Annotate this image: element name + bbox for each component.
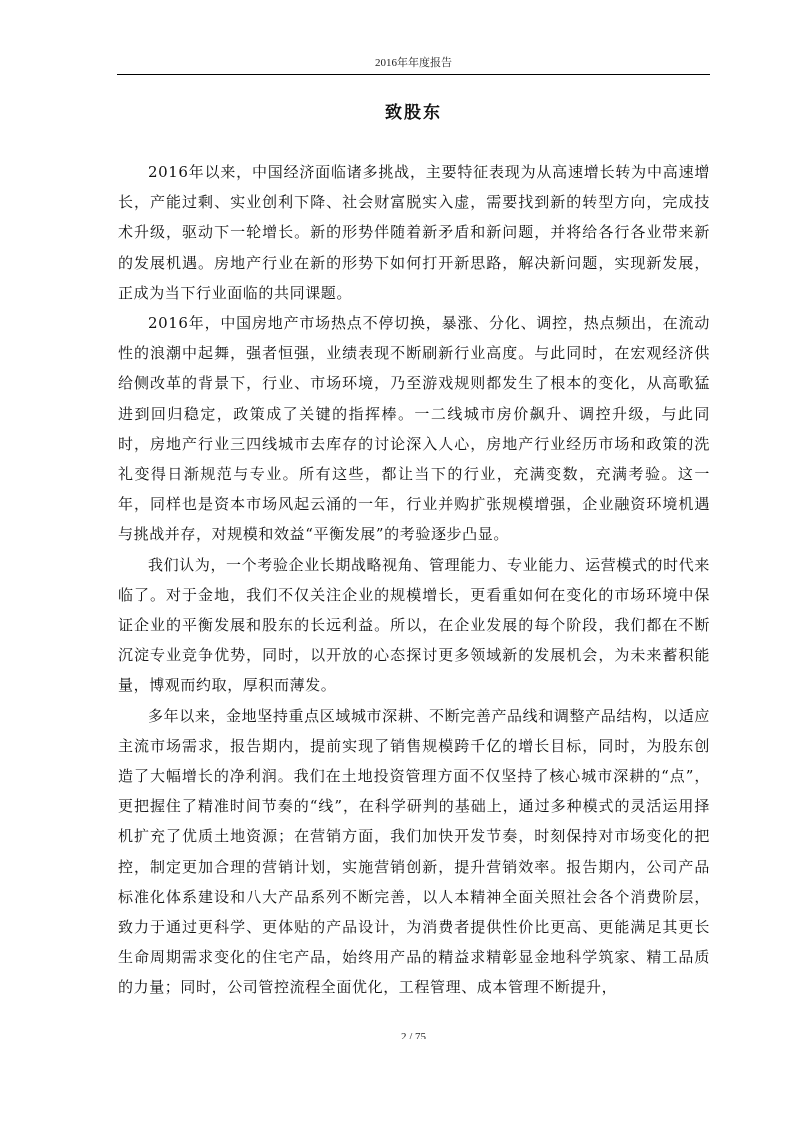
letter-body: [118, 157, 710, 1003]
page-number: 2 / 75: [400, 1031, 427, 1039]
running-header: 2016年年度报告: [375, 57, 452, 69]
page-title: 致股东: [385, 103, 442, 123]
paragraph: 多年以来，金地坚持重点区域城市深耕、不断完善产品线和调整产品结构，以适应主流市场需求，报告期内，提前实现了销售规模跨千亿的增长目标，同时，为股东创造了大幅增长的净利润。我们在土地投资管理方面不仅坚持了核心城市深耕的“点”，更把握住了精准时间节奏的“线”，在科学研判的基础上，通过多种模式的灵活运用择机扩充了优质土地资源；在营销方面，我们加快开发节奏，时刻保持对市场变化的把控，制定更加合理的营销计划，实施营销创新，提升营销效率。报告期内，公司产品标准化体系建设和八大产品系列不断完善，以人本精神全面关照社会各个消费阶层，致力于通过更科学、更体贴的产品设计，为消费者提供性价比更高、更能满足其更长生命周期需求变化的住宅产品，始终用产品的精益求精彰显金地科学筑家、精工品质的力量；同时，公司管控流程全面优化，工程管理、成本管理不断提升，: [118, 706, 710, 997]
header-divider: [117, 74, 710, 75]
paragraph: 2016年以来，中国经济面临诸多挑战，主要特征表现为从高速增长转为中高速增长，产能过剩、实业创利下降、社会财富脱实入虚，需要找到新的转型方向，完成技术升级，驱动下一轮增长。新的形势伴随着新矛盾和新问题，并将给各行各业带来新的发展机遇。房地产行业在新的形势下如何打开新思路，解决新问题，实现新发展，正成为当下行业面临的共同课题。: [118, 163, 710, 302]
paragraph: 我们认为，一个考验企业长期战略视角、管理能力、专业能力、运营模式的时代来临了。对于金地，我们不仅关注企业的规模增长，更看重如何在变化的市场环境中保证企业的平衡发展和股东的长远利益。所以，在企业发展的每个阶段，我们都在不断沉淀专业竞争优势，同时，以开放的心态探讨更多领域新的发展机会，为未来蓄积能量，博观而约取，厚积而薄发。: [118, 555, 710, 695]
paragraph: 2016年，中国房地产市场热点不停切换，暴涨、分化、调控，热点频出，在流动性的浪潮中起舞，强者恒强，业绩表现不断刷新行业高度。与此同时，在宏观经济供给侧改革的背景下，行业、市场环境，乃至游戏规则都发生了根本的变化，从高歌猛进到回归稳定，政策成了关键的指挥棒。一二线城市房价飙升、调控升级，与此同时，房地产行业三四线城市去库存的讨论深入人心，房地产行业经历市场和政策的洗礼变得日渐规范与专业。所有这些，都让当下的行业，充满变数，充满考验。这一年，同样也是资本市场风起云涌的一年，行业并购扩张规模增强，企业融资环境机遇与挑战并存，对规模和效益“平衡发展”的考验逐步凸显。: [118, 314, 710, 544]
